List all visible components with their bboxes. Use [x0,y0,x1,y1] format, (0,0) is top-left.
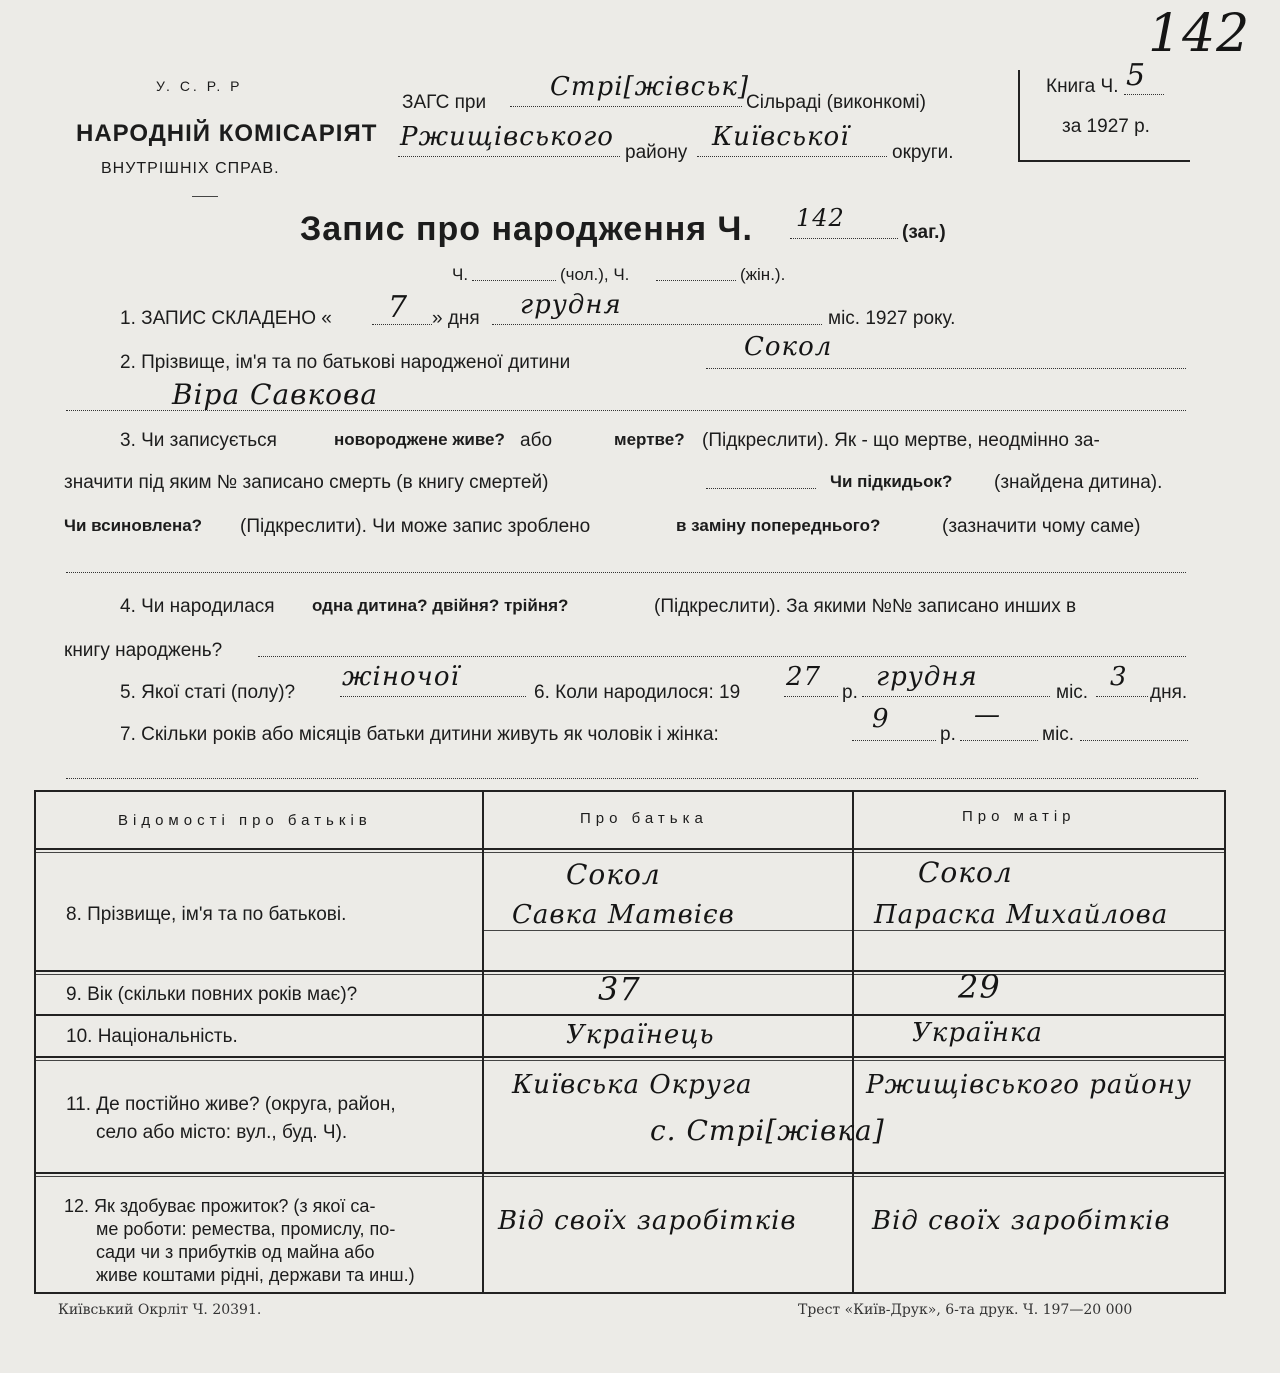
field7-years-suffix: р. [940,724,956,745]
table-row10-line-double [34,1060,1226,1061]
field4-numbers-field [258,636,1186,657]
row12-label-3: сади чи з прибутків од майна або [96,1242,375,1262]
row10-father-nationality: Українець [566,1020,715,1050]
field1-month-value: грудня [520,290,622,320]
field2-surname-value: Сокол [744,332,833,362]
field3-replacement: в заміну попереднього? [676,516,881,535]
table-header-line-double [34,852,1226,853]
field3-line2-c: (знайдена дитина). [994,472,1163,493]
field4-line1-c: (Підкреслити). За якими №№ записано инших в [654,596,1077,617]
record-title: Запис про народження Ч. [300,210,753,248]
field3-line1-a: 3. Чи записується [120,430,277,451]
table-col1-line [482,790,484,1292]
district-value: Ржищівського [400,122,614,152]
book-year: за 1927 р. [1062,116,1150,137]
row11-label-2: село або місто: вул., буд. Ч). [96,1122,348,1143]
table-row11-line [34,1172,1226,1174]
field1-day-suffix: » дня [432,308,480,329]
field6-label: 6. Коли народилося: 19 [534,682,741,703]
table-header-mother: Про матір [962,808,1076,825]
field5-sex-value: жіночої [342,662,460,692]
ussr-label: У. С. Р. Р [156,78,243,94]
female-number-field [656,264,736,281]
row11-label-1: 11. Де постійно живе? (округа, район, [66,1094,396,1115]
male-number-field [472,264,556,281]
field2-name-value: Віра Савкова [172,378,379,411]
field3-adopted: Чи всиновлена? [64,516,203,535]
field1-day-value: 7 [388,290,409,325]
row8-label: 8. Прізвище, ім'я та по батькові. [66,904,347,925]
field3-line2-a: значити під яким № записано смерть (в книгу смертей) [64,472,549,493]
council-label: Сільраді (виконкомі) [746,92,926,113]
footer-left: Київський Окрліт Ч. 20391. [58,1302,262,1318]
field7-years-field [852,716,936,741]
field7-years-value: 9 [872,704,890,734]
okrug-value: Київської [712,122,850,152]
field6-day-suffix: дня. [1150,682,1188,703]
internal-affairs-label: ВНУТРІШНІХ СПРАВ. [101,160,280,177]
field3-line1-e: (Підкреслити). Як - що мертве, неодмінно за- [702,430,1100,451]
field3-line3-d: (зазначити чому саме) [942,516,1141,537]
table-header-father: Про батька [580,810,708,827]
field5-label: 5. Якої статі (полу)? [120,682,296,703]
male-number-label: (чол.), Ч. [560,265,630,284]
header-divider [192,196,218,197]
row9-father-age: 37 [598,970,641,1008]
row10-mother-nationality: Українка [912,1018,1043,1048]
book-label: Книга Ч. [1046,76,1119,97]
field7-months-value: — [974,700,1001,730]
table-bottom-line [34,1292,1226,1294]
row8-father-name: Савка Матвієв [512,900,735,930]
table-row9-line [34,1014,1226,1016]
table-left-line [34,790,36,1292]
footer-right: Трест «Київ-Друк», 6-та друк. Ч. 197—20 000 [798,1302,1133,1318]
row8-mother-name: Параска Михайлова [874,900,1169,930]
table-col2-line [852,790,854,1292]
field6-month-suffix: міс. [1056,682,1089,703]
row12-label-2: ме роботи: ремества, промислу, по- [96,1219,396,1239]
field7-label: 7. Скільки років або місяців батьки дитини живуть як чоловік і жінка: [120,724,719,745]
zags-council-value: Стрі[жівськ] [550,72,750,102]
field3-reason-field [66,552,1186,573]
table-row11-line-double [34,1176,1226,1177]
field7-months-suffix: міс. [1042,724,1075,745]
field3-dead: мертве? [614,430,685,449]
field3-line3-b: (Підкреслити). Чи може запис зроблено [240,516,591,537]
record-suffix: (заг.) [902,222,946,243]
row11-residence-line2: с. Стрі[жівка] [650,1114,885,1147]
field4-line1-a: 4. Чи народилася [120,596,275,617]
row10-label: 10. Національність. [66,1026,238,1047]
field3-alive: новороджене живе? [334,430,505,449]
field2-label: 2. Прізвище, ім'я та по батькові народженої дитини [120,352,571,373]
field3-or: або [520,430,553,451]
field7-tail-field [1080,716,1188,741]
table-header-info: Відомості про батьків [118,812,372,829]
field4-multiples: одна дитина? двійня? трійня? [312,596,569,615]
row8-mother-surname: Сокол [918,856,1013,889]
commissariat-title: НАРОДНІЙ КОМІСАРІЯТ [76,120,378,147]
table-row8-inner-line [484,930,1226,931]
row12-label-4: живе коштами рідні, держави та инш.) [96,1265,415,1285]
okrug-label: округи. [892,142,954,163]
field7-extra-field [66,758,1198,779]
row8-father-surname: Сокол [566,858,661,891]
row11-residence-line1a: Київська Округа [512,1070,753,1100]
table-row10-line [34,1056,1226,1058]
field6-year-suffix: р. [842,682,858,703]
zags-label: ЗАГС при [402,92,487,113]
corner-number: 142 [1148,4,1251,64]
field4-line2: книгу народжень? [64,640,223,661]
field6-day-value: 3 [1110,662,1128,692]
sub-number-label: Ч. [452,265,469,284]
field3-death-number-field [706,470,816,489]
row9-label: 9. Вік (скільки повних років має)? [66,984,358,1005]
record-number-value: 142 [796,204,845,232]
row9-mother-age: 29 [958,968,1001,1006]
field1-label: 1. ЗАПИС СКЛАДЕНО « [120,308,332,329]
table-top-line [34,790,1226,792]
field6-month-value: грудня [876,662,978,692]
table-header-line [34,848,1226,850]
field3-foundling: Чи підкидьок? [830,472,953,491]
district-label: району [625,142,688,163]
row11-residence-line1b: Ржищівського району [866,1070,1192,1100]
field6-year-value: 27 [786,662,822,692]
table-right-line [1224,790,1226,1292]
book-number-value: 5 [1126,58,1147,93]
row12-father-livelihood: Від своїх заробітків [498,1206,797,1236]
row12-mother-livelihood: Від своїх заробітків [872,1206,1171,1236]
field1-year: міс. 1927 року. [828,308,956,329]
row12-label-1: 12. Як здобуває прожиток? (з якої са- [64,1196,376,1216]
female-number-label: (жін.). [740,265,786,284]
